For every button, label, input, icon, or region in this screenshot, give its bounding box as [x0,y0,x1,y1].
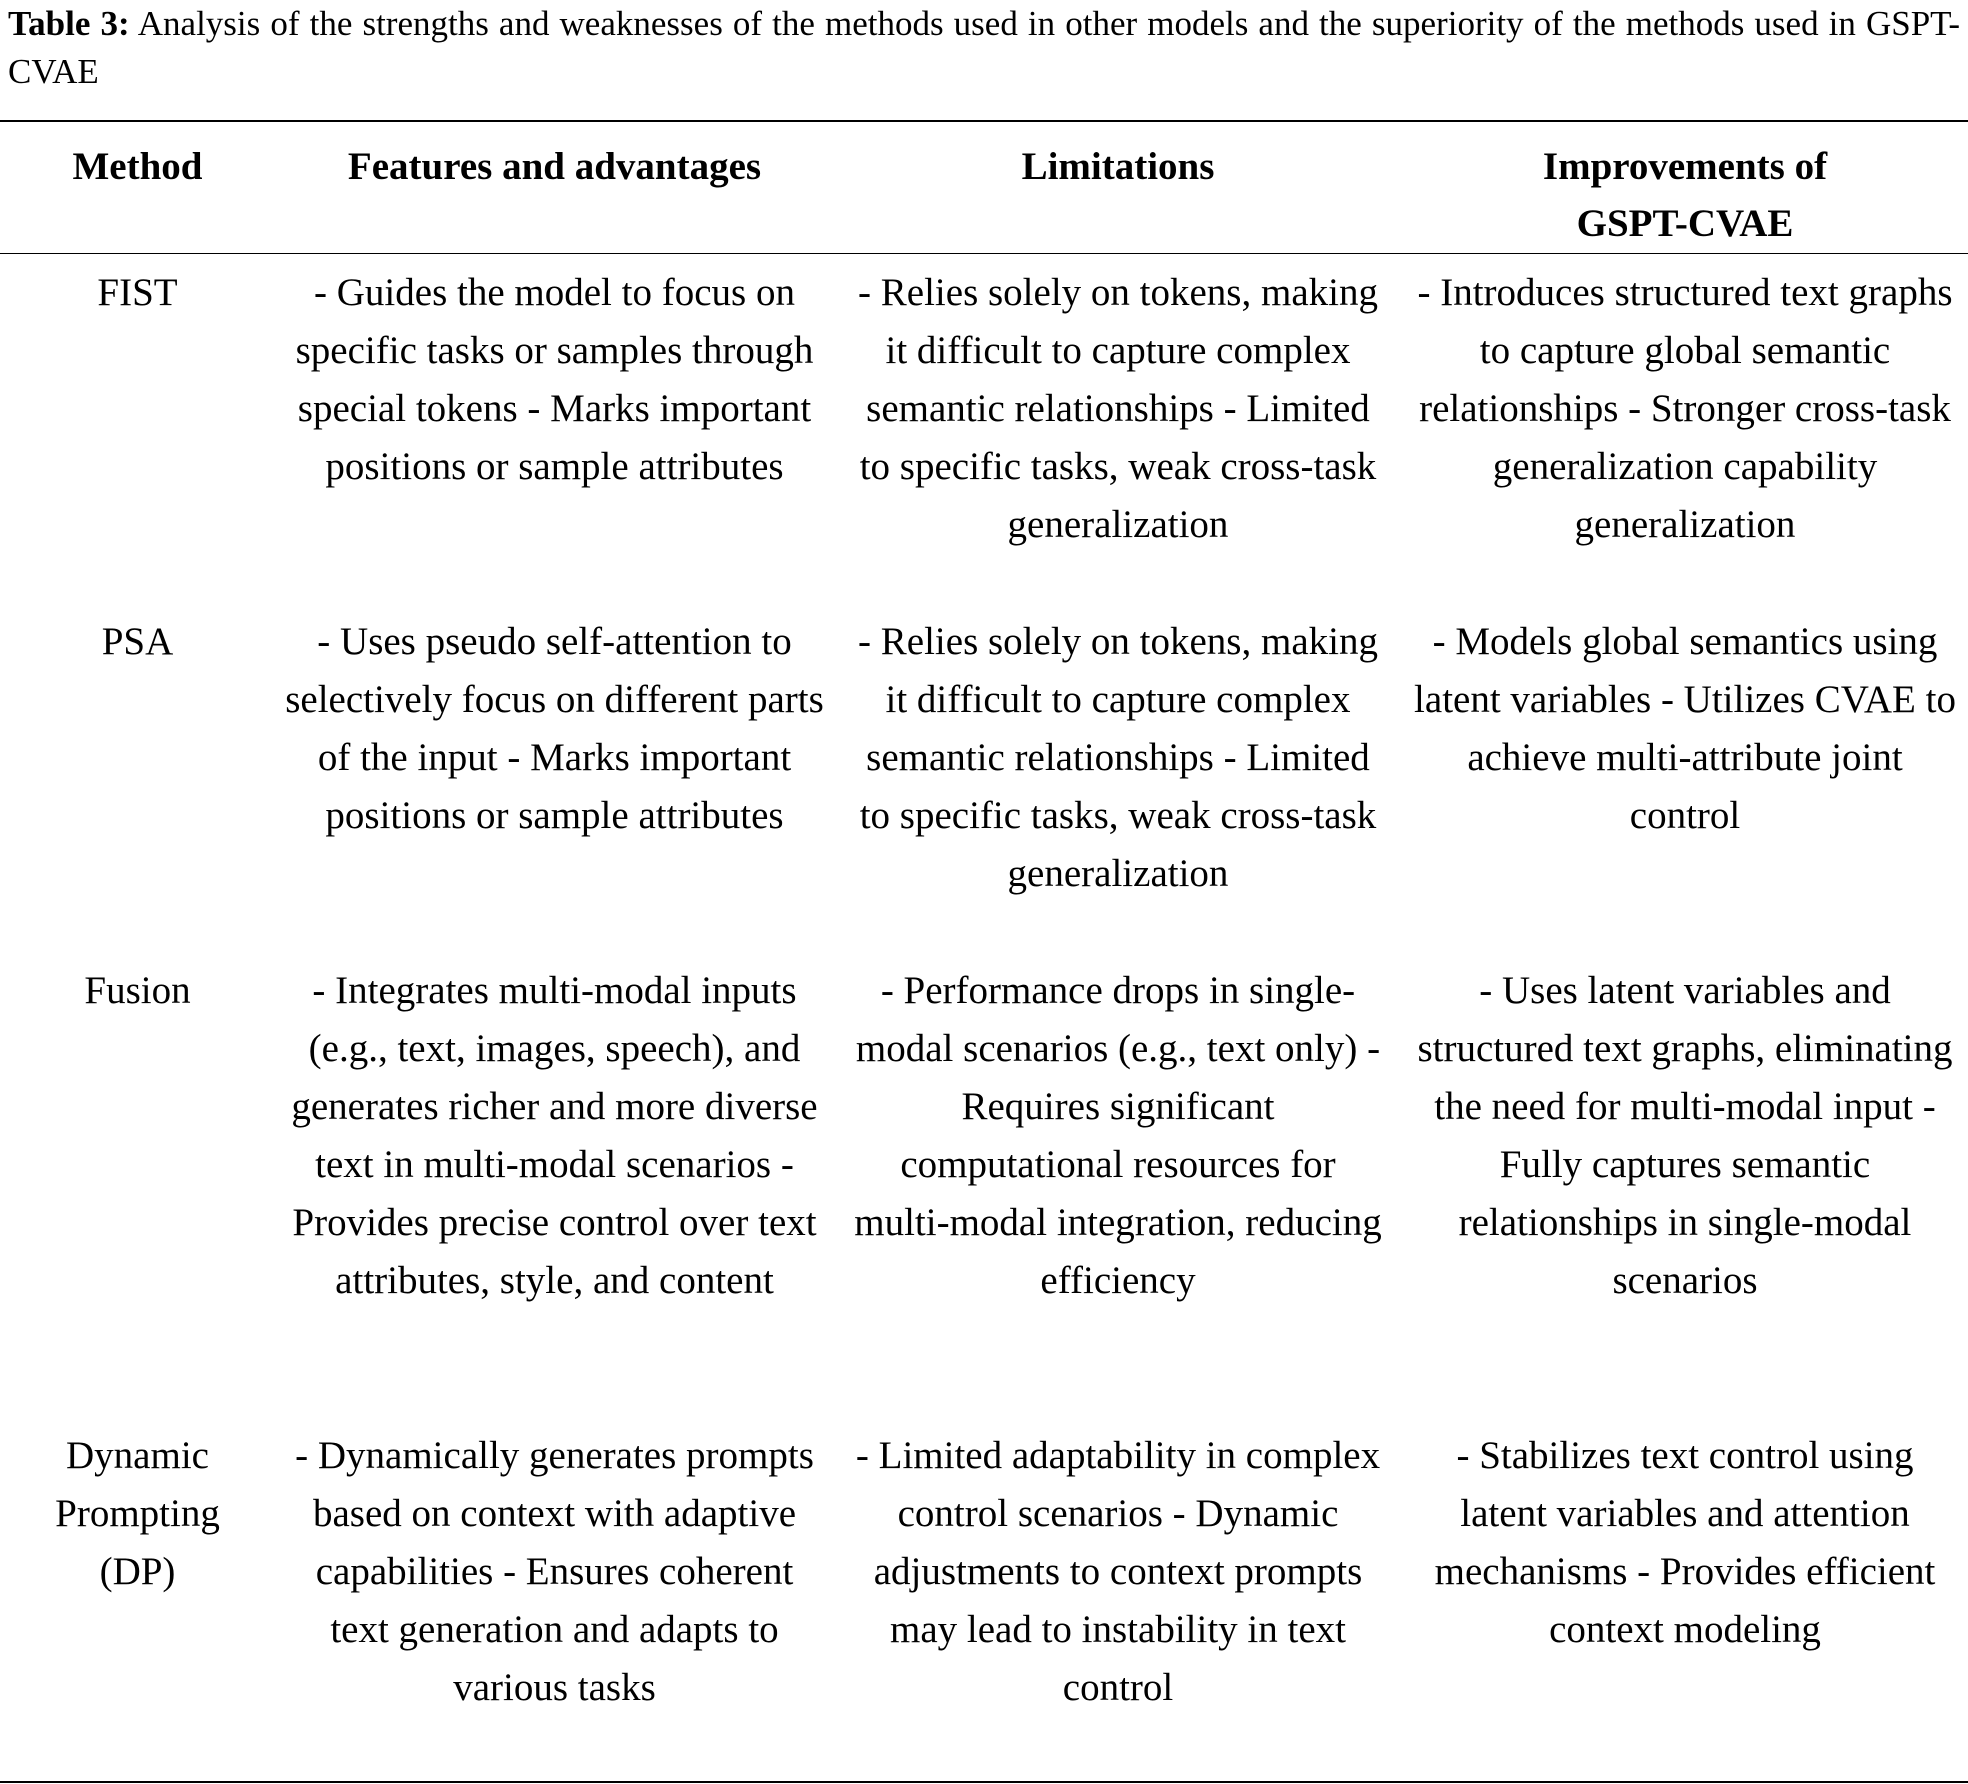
row-1-method: FIST [97,271,178,314]
row-4-method: Dynamic Prompting (DP) [55,1434,220,1593]
table-caption [8,0,1960,96]
row-1-improvements: - Introduces structured text graphs to capture global semantic relationships - Stronger cross-task generalization capability generalization [1417,271,1953,546]
row-2-limitations: - Relies solely on tokens, making it difficult to capture complex semantic relationships - Limited to specific tasks, weak cross-task generalization [858,620,1378,895]
row-1-features: - Guides the model to focus on specific tasks or samples through special tokens - Marks important positions or sample attributes [295,271,814,488]
table-top-rule [0,120,1968,122]
table-header-rule [0,253,1968,254]
row-3-method: Fusion [84,969,191,1012]
row-3-improvements: - Uses latent variables and structured text graphs, eliminating the need for multi-modal input - Fully captures semantic relationships in single-modal scenarios [1417,969,1953,1302]
header-features: Features and advantages [347,145,762,188]
row-3-features: - Integrates multi-modal inputs (e.g., text, images, speech), and generates richer and more diverse text in multi-modal scenarios - Provides precise control over text attributes, style, and content [291,969,818,1302]
header-improvements-line1: Improvements of [1542,145,1828,188]
header-method: Method [72,145,203,188]
row-3-limitations: - Performance drops in single-modal scenarios (e.g., text only) - Requires significant computational resources for multi-modal integration, reducing efficiency [854,969,1382,1302]
header-improvements-line2: GSPT-CVAE [1576,202,1794,245]
table-caption-text: Analysis of the strengths and weaknesses of the methods used in other models and the superiority of the methods used in GSPT-CVAE [8,4,1960,91]
table-caption-label: Table 3: [8,4,130,43]
row-2-improvements: - Models global semantics using latent variables - Utilizes CVAE to achieve multi-attribute joint control [1414,620,1956,837]
row-1-limitations: - Relies solely on tokens, making it difficult to capture complex semantic relationships - Limited to specific tasks, weak cross-task generalization [858,271,1378,546]
table-bottom-rule [0,1781,1968,1783]
row-2-features: - Uses pseudo self-attention to selectively focus on different parts of the input - Marks important positions or sample attributes [285,620,824,837]
header-limitations: Limitations [1021,145,1215,188]
row-4-features: - Dynamically generates prompts based on context with adaptive capabilities - Ensures coherent text generation and adapts to various tasks [295,1434,814,1709]
row-2-method: PSA [101,620,174,663]
header-improvements [1410,138,1960,252]
row-4-limitations: - Limited adaptability in complex control scenarios - Dynamic adjustments to context prompts may lead to instability in text control [855,1434,1381,1709]
row-4-improvements: - Stabilizes text control using latent variables and attention mechanisms - Provides efficient context modeling [1434,1434,1936,1651]
